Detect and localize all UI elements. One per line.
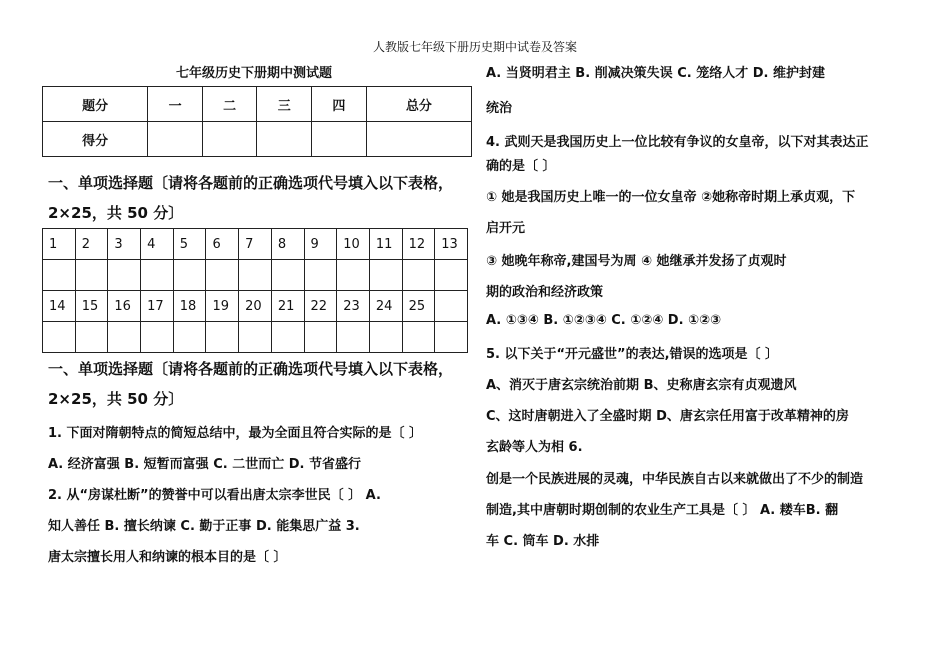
answer-number-cell: 6 bbox=[206, 229, 239, 260]
answer-number-cell: 11 bbox=[369, 229, 402, 260]
question-line: A. 当贤明君主 B. 削减决策失误 C. 笼络人才 D. 维护封建 bbox=[486, 66, 825, 81]
score-table bbox=[42, 86, 472, 157]
question-line: 4. 武则天是我国历史上一位比较有争议的女皇帝，以下对其表达正 bbox=[486, 135, 869, 150]
page-header: 人教版七年级下册历史期中试卷及答案 bbox=[372, 40, 577, 54]
answer-blank-cell[interactable] bbox=[435, 260, 468, 291]
answer-number-cell: 16 bbox=[108, 291, 141, 322]
score-cell: 一 bbox=[148, 87, 203, 122]
answer-blank-cell[interactable] bbox=[206, 260, 239, 291]
section-heading-repeat-line2: 2×25，共 50 分〕 bbox=[48, 390, 184, 408]
score-cell: 总分 bbox=[366, 87, 471, 122]
question-line: 期的政治和经济政策 bbox=[486, 285, 604, 300]
answer-blank-cell[interactable] bbox=[239, 260, 272, 291]
question-line: 统治 bbox=[486, 101, 513, 116]
answer-number-cell: 12 bbox=[402, 229, 435, 260]
score-input-cell[interactable] bbox=[202, 122, 257, 157]
answer-number-cell: 14 bbox=[43, 291, 76, 322]
answer-blank-cell[interactable] bbox=[173, 322, 206, 353]
answer-blank-cell[interactable] bbox=[75, 322, 108, 353]
answer-number-cell: 13 bbox=[435, 229, 468, 260]
answer-number-cell bbox=[435, 291, 468, 322]
question-line: A. 经济富强 B. 短暂而富强 C. 二世而亡 D. 节省盛行 bbox=[48, 457, 361, 472]
score-cell: 得分 bbox=[43, 122, 148, 157]
answer-number-cell: 1 bbox=[43, 229, 76, 260]
question-line: 2. 从“房谋杜断”的赞誉中可以看出唐太宗李世民〔 〕 A. bbox=[48, 488, 381, 503]
answer-blank-cell[interactable] bbox=[369, 322, 402, 353]
question-line: 玄龄等人为相 6. bbox=[486, 440, 583, 455]
score-input-cell[interactable] bbox=[257, 122, 312, 157]
answer-blank-cell[interactable] bbox=[304, 322, 337, 353]
answer-number-cell: 2 bbox=[75, 229, 108, 260]
answer-number-cell: 15 bbox=[75, 291, 108, 322]
answer-blank-row bbox=[43, 260, 468, 291]
answer-blank-cell[interactable] bbox=[173, 260, 206, 291]
question-line: 知人善任 B. 擅长纳谏 C. 勤于正事 D. 能集思广益 3. bbox=[48, 519, 360, 534]
answer-blank-cell[interactable] bbox=[43, 322, 76, 353]
answer-number-cell: 5 bbox=[173, 229, 206, 260]
answer-number-cell: 3 bbox=[108, 229, 141, 260]
answer-blank-cell[interactable] bbox=[108, 322, 141, 353]
score-value-row bbox=[43, 122, 472, 157]
section-heading-line2: 2×25，共 50 分〕 bbox=[48, 204, 184, 222]
answer-number-cell: 25 bbox=[402, 291, 435, 322]
answer-blank-cell[interactable] bbox=[271, 260, 304, 291]
answer-blank-cell[interactable] bbox=[141, 322, 174, 353]
question-line: ③ 她晚年称帝,建国号为周 ④ 她继承并发扬了贞观时 bbox=[486, 254, 787, 269]
score-cell: 三 bbox=[257, 87, 312, 122]
answer-blank-cell[interactable] bbox=[206, 322, 239, 353]
answer-blank-cell[interactable] bbox=[369, 260, 402, 291]
question-line: 唐太宗擅长用人和纳谏的根本目的是〔 〕 bbox=[48, 550, 287, 565]
answer-blank-cell[interactable] bbox=[435, 322, 468, 353]
section-heading-line1: 一、单项选择题〔请将各题前的正确选项代号填入以下表格， bbox=[48, 174, 454, 192]
answer-blank-cell[interactable] bbox=[141, 260, 174, 291]
answer-blank-cell[interactable] bbox=[337, 260, 370, 291]
answer-number-cell: 19 bbox=[206, 291, 239, 322]
answer-blank-cell[interactable] bbox=[402, 260, 435, 291]
answer-number-cell: 10 bbox=[337, 229, 370, 260]
score-cell: 四 bbox=[312, 87, 367, 122]
score-cell: 二 bbox=[202, 87, 257, 122]
answer-blank-cell[interactable] bbox=[304, 260, 337, 291]
score-cell: 题分 bbox=[43, 87, 148, 122]
question-line: C、这时唐朝进入了全盛时期 D、唐玄宗任用富于改革精神的房 bbox=[486, 409, 849, 424]
score-input-cell[interactable] bbox=[148, 122, 203, 157]
answer-number-row bbox=[43, 229, 468, 260]
score-header-row bbox=[43, 87, 472, 122]
score-input-cell[interactable] bbox=[312, 122, 367, 157]
answer-blank-cell[interactable] bbox=[75, 260, 108, 291]
score-input-cell[interactable] bbox=[366, 122, 471, 157]
question-line: A、消灭于唐玄宗统治前期 B、史称唐玄宗有贞观遗风 bbox=[486, 378, 797, 393]
answer-blank-cell[interactable] bbox=[239, 322, 272, 353]
answer-number-cell: 23 bbox=[337, 291, 370, 322]
answer-number-cell: 22 bbox=[304, 291, 337, 322]
answer-blank-cell[interactable] bbox=[402, 322, 435, 353]
answer-blank-cell[interactable] bbox=[271, 322, 304, 353]
answer-number-cell: 24 bbox=[369, 291, 402, 322]
answer-blank-cell[interactable] bbox=[108, 260, 141, 291]
answer-grid bbox=[42, 228, 468, 353]
question-line: ① 她是我国历史上唯一的一位女皇帝 ②她称帝时期上承贞观，下 bbox=[486, 190, 856, 205]
question-line: 启开元 bbox=[486, 221, 526, 236]
question-line: 1. 下面对隋朝特点的简短总结中，最为全面且符合实际的是〔 〕 bbox=[48, 426, 423, 441]
answer-number-cell: 21 bbox=[271, 291, 304, 322]
answer-number-cell: 4 bbox=[141, 229, 174, 260]
question-line: 5. 以下关于“开元盛世”的表达,错误的选项是〔 〕 bbox=[486, 347, 779, 362]
answer-blank-row bbox=[43, 322, 468, 353]
answer-number-row bbox=[43, 291, 468, 322]
question-line: A. ①③④ B. ①②③④ C. ①②④ D. ①②③ bbox=[486, 313, 722, 328]
answer-number-cell: 8 bbox=[271, 229, 304, 260]
answer-number-cell: 20 bbox=[239, 291, 272, 322]
answer-blank-cell[interactable] bbox=[337, 322, 370, 353]
answer-number-cell: 17 bbox=[141, 291, 174, 322]
question-line: 车 C. 筒车 D. 水排 bbox=[486, 534, 600, 549]
section-heading-repeat-line1: 一、单项选择题〔请将各题前的正确选项代号填入以下表格， bbox=[48, 360, 454, 378]
question-line: 制造,其中唐朝时期创制的农业生产工具是〔 〕 A. 耧车B. 翻 bbox=[486, 503, 839, 518]
answer-number-cell: 18 bbox=[173, 291, 206, 322]
answer-blank-cell[interactable] bbox=[43, 260, 76, 291]
question-line: 创是一个民族进展的灵魂，中华民族自古以来就做出了不少的制造 bbox=[486, 472, 864, 487]
exam-title: 七年级历史下册期中测试题 bbox=[176, 66, 333, 81]
answer-number-cell: 9 bbox=[304, 229, 337, 260]
question-line: 确的是〔 〕 bbox=[486, 159, 556, 174]
answer-number-cell: 7 bbox=[239, 229, 272, 260]
